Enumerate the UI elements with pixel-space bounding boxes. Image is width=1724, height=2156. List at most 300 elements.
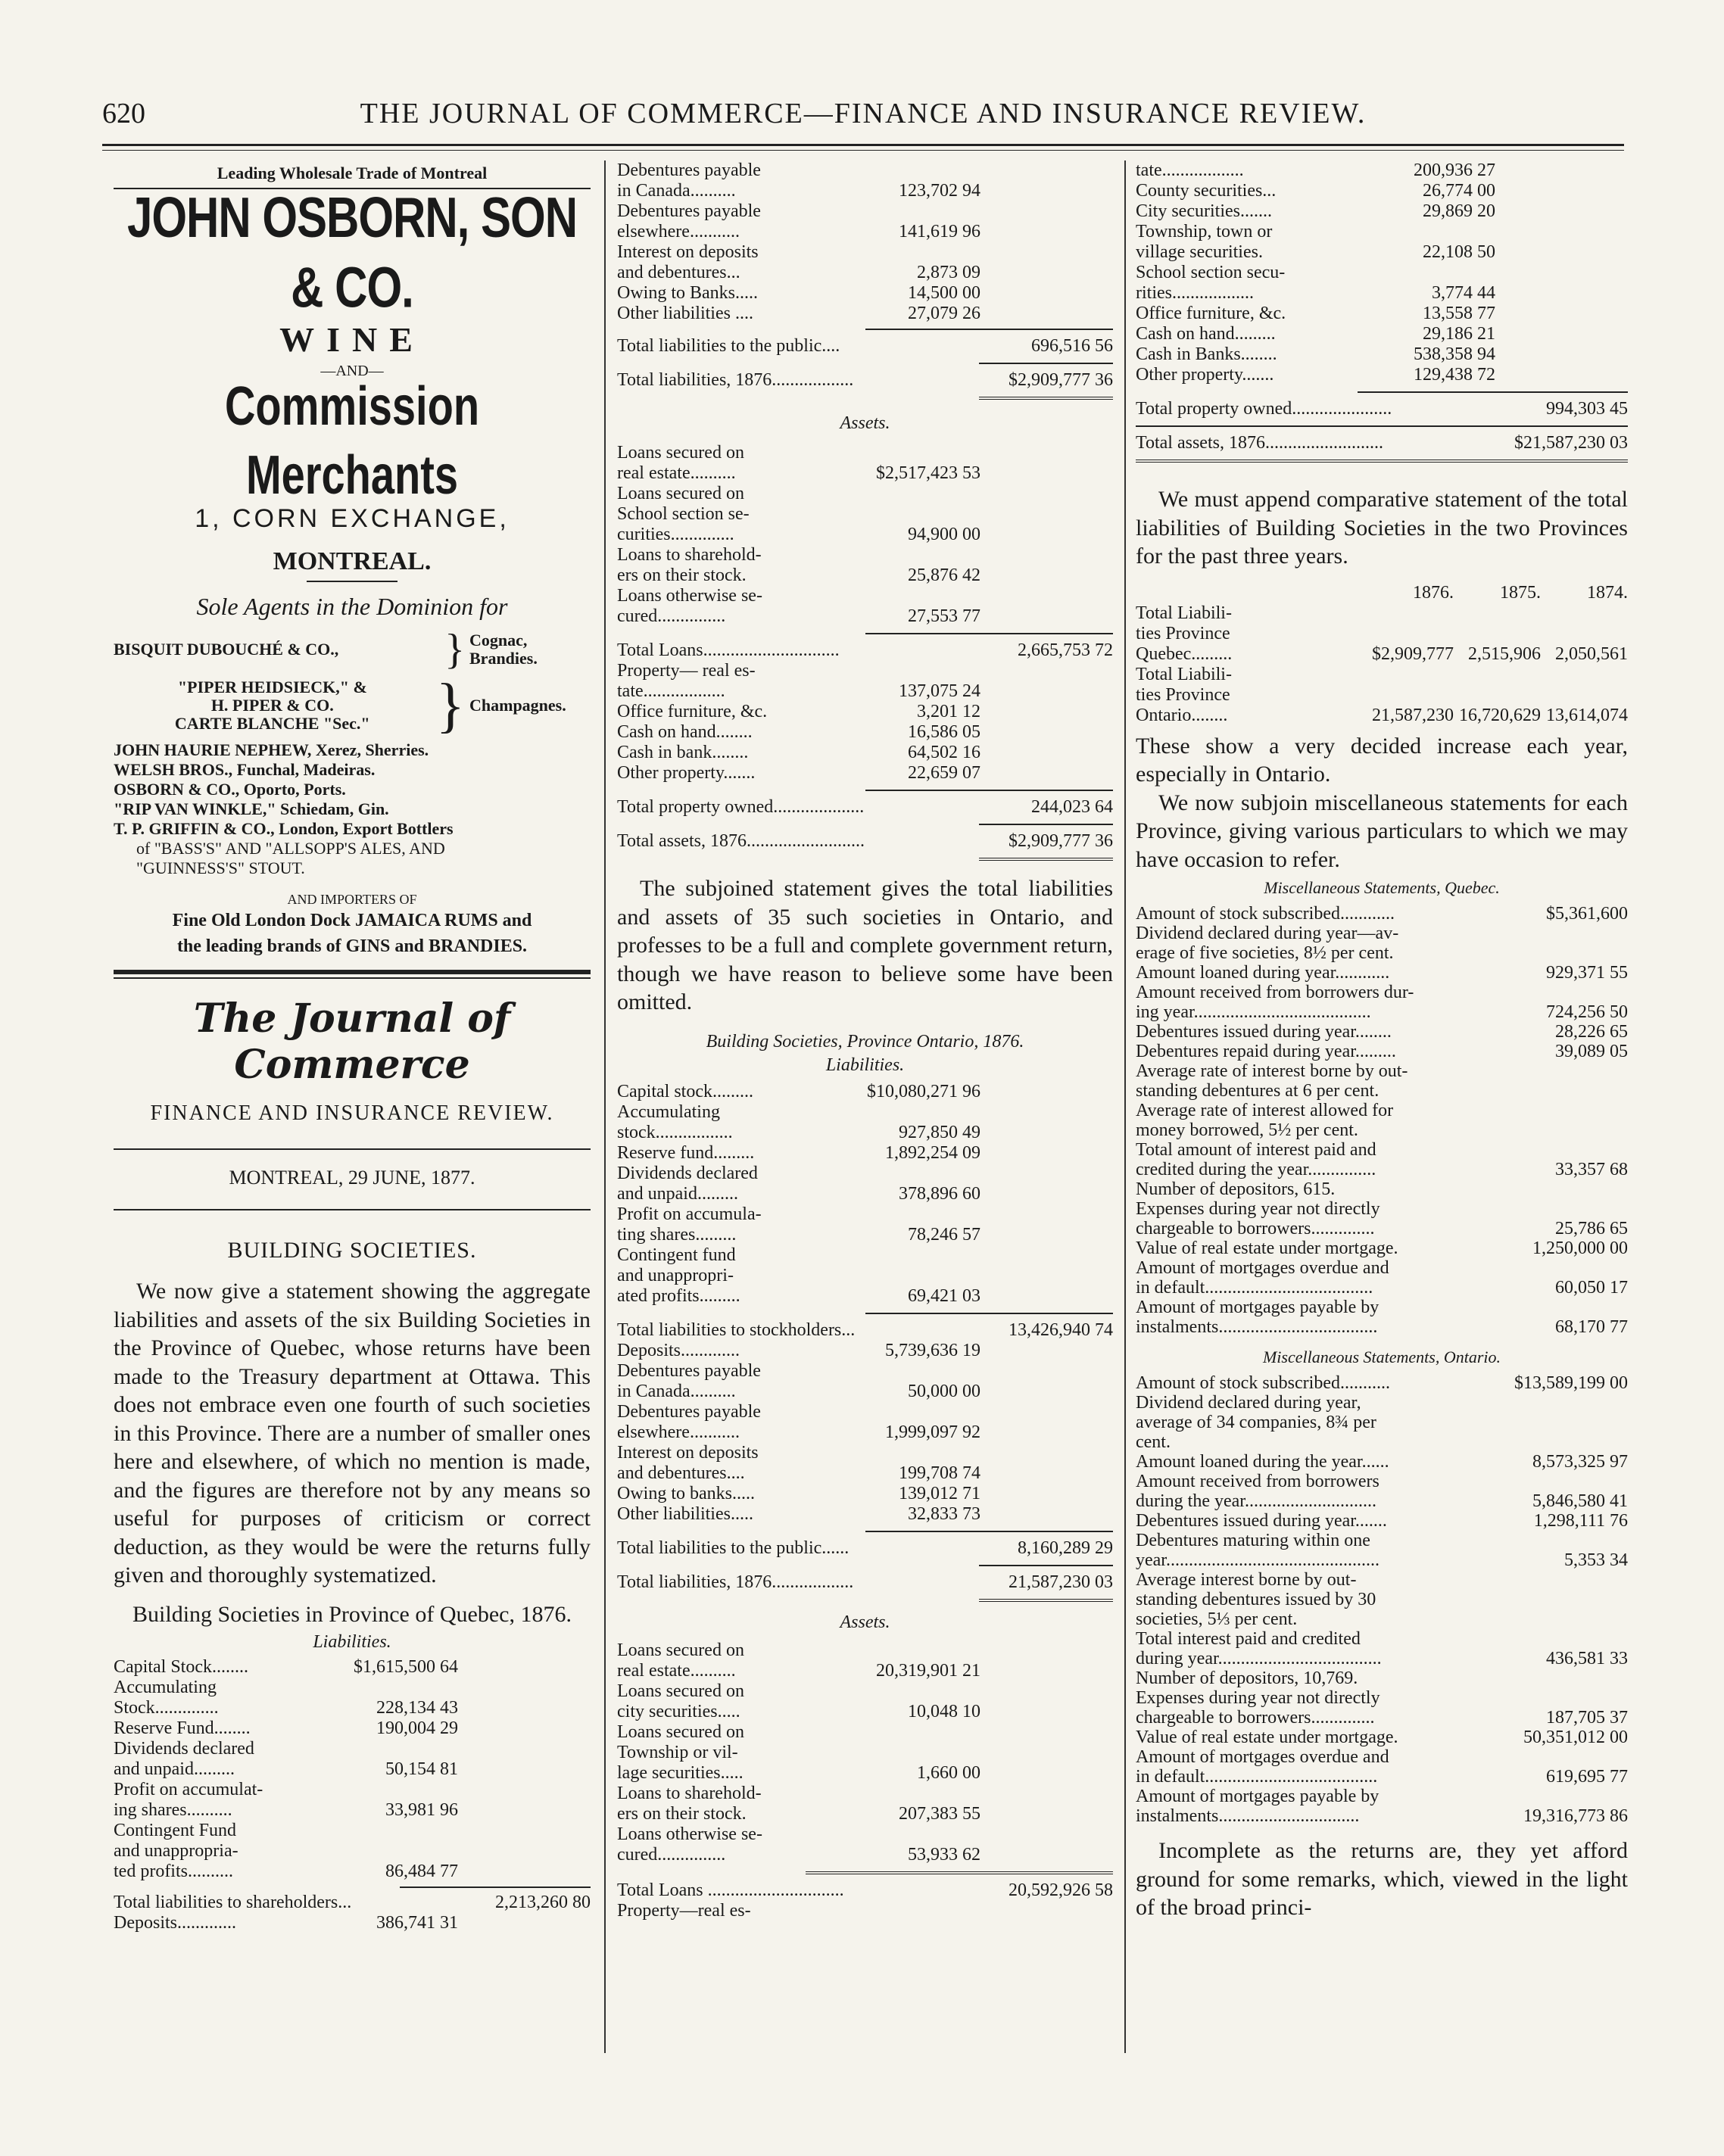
row-value: 724,256 50 (1546, 1002, 1628, 1022)
row-value: $2,909,777 36 (1009, 370, 1113, 390)
row-value: 5,353 34 (1564, 1550, 1628, 1570)
total-row (617, 1320, 1113, 1341)
row-label: Cash on hand........ (617, 722, 753, 742)
row-value: 619,695 77 (1546, 1767, 1628, 1787)
ad-sole-agents: Sole Agents in the Dominion for (196, 593, 508, 620)
assets-label: Assets. (840, 1612, 890, 1632)
row-label: Property—real es- (617, 1900, 751, 1921)
row-label: Total Liabili- ties Province Quebec......... (1136, 603, 1233, 664)
row-value: 1,892,254 09 (885, 1142, 980, 1163)
masthead-subtitle: FINANCE AND INSURANCE REVIEW. (150, 1101, 554, 1125)
table-row (617, 1143, 1113, 1164)
row-value: 22,659 07 (908, 763, 980, 783)
row-value: 129,438 72 (1414, 365, 1495, 385)
row-value: 53,933 62 (908, 1844, 980, 1865)
row-label: Total Loans.............................. (617, 640, 840, 660)
table-row (617, 1402, 1113, 1443)
row-label: Total liabilities, 1876.................. (617, 370, 854, 390)
row-value: $2,517,423 53 (876, 463, 980, 483)
row-label: Loans otherwise se- cured............... (617, 586, 762, 626)
sum-rule (1136, 425, 1628, 427)
table-row (617, 702, 1113, 722)
row-label: Average rate of interest allowed for money borrowed, 5½ per cent. (1136, 1101, 1394, 1140)
ad-importers-line: the leading brands of GINS and BRANDIES. (176, 936, 528, 956)
row-value: 27,553 77 (908, 606, 980, 626)
row-value: 5,739,636 19 (885, 1340, 980, 1360)
row-label: Loans secured on real estate.......... (617, 1640, 744, 1681)
row-label: Reserve fund......... (617, 1142, 755, 1163)
table-row (1136, 983, 1628, 1022)
row-label: Interest on deposits and debentures.... (617, 1442, 759, 1483)
row-label: Profit on accumulat- ing shares.......... (114, 1779, 263, 1820)
ad-city: MONTREAL. (273, 547, 432, 575)
row-value: 10,048 10 (908, 1701, 980, 1721)
row-value: 2,665,753 72 (1018, 640, 1113, 660)
table-row (1136, 201, 1628, 222)
table-row (1136, 1258, 1628, 1298)
total-row (617, 1880, 1113, 1901)
row-value: 29,186 21 (1423, 324, 1495, 344)
table-row (617, 743, 1113, 763)
row-value: $1,615,500 64 (354, 1656, 458, 1677)
ad-brand-row (114, 626, 591, 673)
table-row (1136, 904, 1628, 924)
row-value: 927,850 49 (899, 1122, 980, 1142)
row-value: 386,741 31 (376, 1912, 458, 1933)
row-value: 929,371 55 (1546, 963, 1628, 983)
misc-quebec-table (1136, 904, 1628, 1337)
thin-rule (114, 977, 591, 979)
row-label: Amount of mortgages payable by instalments................................... (1136, 1298, 1380, 1337)
row-value: 1,250,000 00 (1532, 1238, 1628, 1258)
row-label: Office furniture, &c. (1136, 304, 1286, 323)
total-row (617, 797, 1113, 818)
quebec-assets-table (617, 443, 1113, 861)
row-value: 28,226 65 (1555, 1022, 1628, 1042)
row-label: Contingent fund and unappropri- ated profits......... (617, 1245, 740, 1306)
sum-rule (865, 1313, 1114, 1314)
sum-rule (865, 633, 1114, 634)
total-row (1136, 399, 1628, 419)
table-row (617, 1484, 1113, 1504)
row-label: Dividends declared and unpaid......... (617, 1163, 758, 1204)
row-label: School section secu- rities.................. (1136, 263, 1286, 303)
article-heading: BUILDING SOCIETIES. (227, 1238, 477, 1263)
table-row (617, 1901, 1113, 1921)
table-row (1136, 324, 1628, 344)
cell: $2,909,777 (1372, 643, 1454, 664)
table-row (1136, 1101, 1628, 1140)
row-label: Total liabilities to the public...... (617, 1538, 850, 1558)
page-number: 620 (102, 98, 145, 129)
table-row (617, 283, 1113, 304)
ad-brand-row (114, 672, 591, 739)
table-row (1136, 1688, 1628, 1728)
row-value: 187,705 37 (1546, 1708, 1628, 1728)
row-label: Owing to banks..... (617, 1483, 755, 1503)
table-row (617, 1204, 1113, 1245)
row-label: Expenses during year not directly chargeable to borrowers.............. (1136, 1688, 1380, 1728)
table-row (1136, 365, 1628, 385)
row-label: Capital stock......... (617, 1081, 753, 1101)
liabilities-label: Liabilities. (313, 1631, 391, 1652)
row-label: City securities....... (1136, 201, 1272, 221)
ad-line: "RIP VAN WINKLE," Schiedam, Gin. (114, 799, 389, 818)
row-label: Average interest borne by out- standing debentures issued by 30 societies, 5⅓ per cent. (1136, 1570, 1376, 1629)
table-row (1136, 1298, 1628, 1337)
row-value: $13,589,199 00 (1514, 1373, 1628, 1393)
row-label: Debentures payable elsewhere........... (617, 201, 761, 241)
table-row (114, 1739, 591, 1780)
row-value: 21,587,230 03 (1009, 1572, 1113, 1592)
row-label: Total Loans .............................. (617, 1880, 844, 1900)
row-label: Other liabilities .... (617, 304, 753, 323)
table-row (1136, 1787, 1628, 1826)
ad-top-line: Leading Wholesale Trade of Montreal (217, 164, 488, 182)
row-value: 199,708 74 (899, 1463, 980, 1483)
row-value: $2,909,777 36 (1009, 831, 1113, 851)
cell: 16,720,629 (1459, 705, 1541, 725)
table-row (617, 1341, 1113, 1361)
table-row (617, 1640, 1113, 1681)
ad-line: T. P. GRIFFIN & CO., London, Export Bottlers (114, 819, 454, 838)
row-label: Amount loaned during the year...... (1136, 1452, 1389, 1472)
row-label: Total Liabili- ties Province Ontario........ (1136, 664, 1232, 725)
quebec-table-title: Building Societies in Province of Quebec, 1876. (132, 1601, 572, 1627)
header-rule (102, 144, 1624, 146)
row-label: Capital Stock........ (114, 1656, 248, 1677)
total-row (617, 640, 1113, 661)
sum-rule (979, 363, 1113, 364)
misc-ontario-title: Miscellaneous Statements, Ontario. (1262, 1348, 1501, 1366)
row-value: 1,298,111 76 (1533, 1511, 1628, 1531)
header-rule-thin (102, 150, 1624, 151)
table-row (1136, 665, 1628, 726)
table-row (1136, 603, 1628, 665)
table-row (617, 586, 1113, 627)
quebec-liabilities-table (114, 1657, 591, 1933)
comparative-table (1136, 583, 1628, 726)
column-2 (617, 160, 1113, 2053)
row-value: 538,358 94 (1414, 344, 1495, 364)
row-label: Total liabilities to the public.... (617, 336, 840, 356)
row-label: County securities... (1136, 181, 1277, 201)
row-label: Total interest paid and credited during year.................................... (1136, 1629, 1382, 1668)
brand-name: "PIPER HEIDSIECK," & H. PIPER & CO. CARTE BLANCHE "Sec." (174, 678, 370, 733)
row-label: Cash in Banks........ (1136, 344, 1277, 364)
row-label: Number of depositors, 10,769. (1136, 1668, 1358, 1688)
row-label: Interest on deposits and debentures... (617, 242, 759, 282)
ad-address: 1, CORN EXCHANGE, (195, 504, 510, 533)
row-value: 137,075 24 (899, 681, 980, 701)
table-row (114, 1678, 591, 1718)
row-value: 378,896 60 (899, 1183, 980, 1204)
row-value: 3,201 12 (917, 702, 980, 721)
row-value: 69,421 03 (908, 1285, 980, 1306)
ontario-assets-table (617, 1640, 1113, 1921)
row-label: Other property....... (617, 763, 756, 783)
table-row (617, 1504, 1113, 1525)
brand-name: BISQUIT DUBOUCHÉ & CO., (114, 640, 339, 659)
row-label: Debentures payable in Canada.......... (617, 1360, 761, 1401)
masthead-title: The Journal of Commerce (193, 995, 511, 1088)
ad-line: of "BASS'S" AND "ALLSOPP'S ALES, AND (136, 839, 445, 858)
table-row (617, 201, 1113, 242)
table-row (1136, 1570, 1628, 1629)
row-label: Loans secured on Township or vil- lage securities..... (617, 1721, 744, 1783)
table-row (617, 1361, 1113, 1402)
table-row (114, 1913, 591, 1933)
row-label: Dividends declared and unpaid......... (114, 1738, 254, 1779)
row-value: 8,160,289 29 (1018, 1538, 1113, 1558)
divider (307, 581, 397, 582)
row-label: Amount of mortgages overdue and in default...................................... (1136, 1747, 1389, 1787)
ad-line: WELSH BROS., Funchal, Madeiras. (114, 760, 376, 779)
table-row (617, 1102, 1113, 1143)
table-row (1136, 160, 1628, 181)
table-row (1136, 1140, 1628, 1179)
row-label: Deposits............. (114, 1912, 236, 1933)
sum-rule (979, 824, 1113, 825)
table-row (617, 661, 1113, 702)
brand-kind: Champagnes. (469, 696, 566, 715)
table-row (1136, 344, 1628, 365)
table-row (1136, 222, 1628, 263)
row-value: 3,774 44 (1432, 283, 1495, 303)
table-row (1136, 1472, 1628, 1511)
table-row (617, 763, 1113, 784)
table-row (1136, 1042, 1628, 1061)
ontario-liabilities-table (617, 1082, 1113, 1602)
ad-line: OSBORN & CO., Oporto, Ports. (114, 780, 346, 799)
column-header: 1875. (1500, 582, 1541, 603)
brace-glyph: } (444, 626, 465, 673)
cell: 2,050,561 (1555, 643, 1628, 664)
total-row (617, 336, 1113, 357)
row-label: Accumulating Stock.............. (114, 1677, 219, 1718)
row-label: Other liabilities..... (617, 1503, 753, 1524)
cell: 13,614,074 (1546, 705, 1628, 725)
ad-wine: WINE (279, 320, 425, 359)
row-label: Loans to sharehold- ers on their stock. (617, 1783, 762, 1824)
row-value: 1,999,097 92 (885, 1422, 980, 1442)
ad-and: —AND— (320, 363, 384, 379)
double-rule (979, 1599, 1113, 1602)
comparative-intro: We must append comparative statement of the total liabilities of Building Societies in the two Provinces for the past three years. (1136, 487, 1628, 569)
total-row (617, 1538, 1113, 1559)
rule (114, 1148, 591, 1150)
ad-line: "GUINNESS'S" STOUT. (136, 858, 305, 877)
row-label: Deposits............. (617, 1340, 740, 1360)
row-value: 994,303 45 (1546, 399, 1628, 419)
row-value: 207,383 55 (899, 1803, 980, 1824)
row-value: 64,502 16 (908, 743, 980, 762)
brand-kind: Cognac, Brandies. (469, 631, 538, 668)
rule (114, 1209, 591, 1210)
table-row (1136, 963, 1628, 983)
ad-commission: Commission Merchants (224, 374, 480, 506)
sum-rule (400, 1886, 591, 1888)
row-value: 25,876 42 (908, 565, 980, 585)
row-label: Loans otherwise se- cured............... (617, 1824, 762, 1865)
table-row (617, 1082, 1113, 1102)
row-value: $21,587,230 03 (1514, 433, 1628, 453)
row-label: Total property owned.................... (617, 797, 865, 817)
row-value: 20,592,926 58 (1009, 1880, 1113, 1900)
table-row (1136, 1668, 1628, 1688)
double-rule (979, 858, 1113, 861)
row-value: 141,619 96 (899, 222, 980, 241)
row-value: 50,351,012 00 (1523, 1728, 1628, 1747)
table-row (1136, 1629, 1628, 1668)
row-value: 50,154 81 (385, 1759, 458, 1779)
row-label: tate.................. (1136, 160, 1244, 180)
ad-importers-line: Fine Old London Dock JAMAICA RUMS and (172, 911, 532, 930)
row-label: Office furniture, &c. (617, 702, 768, 721)
row-label: Loans secured on School section se- curities.............. (617, 484, 750, 544)
table-row (617, 443, 1113, 484)
ad-firm-name: JOHN OSBORN, SON & CO. (126, 185, 578, 319)
row-label: Debentures payable elsewhere........... (617, 1401, 761, 1442)
ad-lines (114, 740, 591, 878)
total-row (617, 370, 1113, 391)
row-value: 19,316,773 86 (1523, 1806, 1628, 1826)
row-value: 14,500 00 (908, 283, 980, 303)
row-value: 13,558 77 (1423, 304, 1495, 323)
row-label: Expenses during year not directly chargeable to borrowers.............. (1136, 1199, 1380, 1238)
table-row (1136, 1199, 1628, 1238)
row-label: Township, town or village securities. (1136, 222, 1273, 262)
row-value: 200,936 27 (1414, 160, 1495, 180)
row-value: 39,089 05 (1555, 1042, 1628, 1061)
row-value: 22,108 50 (1423, 242, 1495, 262)
table-row (1136, 181, 1628, 201)
table-row (1136, 1022, 1628, 1042)
total-row (617, 831, 1113, 852)
ad-line: JOHN HAURIE NEPHEW, Xerez, Sherries. (114, 740, 429, 759)
row-label: Number of depositors, 615. (1136, 1179, 1336, 1199)
row-label: Dividend declared during year, average of 34 companies, 8¾ per cent. (1136, 1393, 1376, 1452)
dateline: MONTREAL, 29 JUNE, 1877. (229, 1167, 475, 1189)
row-value: 2,213,260 80 (495, 1892, 591, 1912)
row-label: Debentures payable in Canada.......... (617, 160, 761, 201)
column-divider (604, 160, 606, 2053)
row-value: 1,660 00 (917, 1762, 980, 1783)
table-row (1136, 1373, 1628, 1393)
double-rule (1136, 460, 1628, 463)
row-label: Amount of mortgages overdue and in default..................................... (1136, 1258, 1389, 1298)
table-row (1136, 1061, 1628, 1101)
row-value: 68,170 77 (1555, 1317, 1628, 1337)
sum-rule (865, 329, 1114, 330)
row-value: $5,361,600 (1546, 904, 1628, 924)
column-divider (1124, 160, 1126, 2053)
row-label: Reserve Fund........ (114, 1718, 251, 1738)
running-title: THE JOURNAL OF COMMERCE—FINANCE AND INSURANCE REVIEW. (360, 98, 1367, 129)
table-row (1136, 263, 1628, 304)
table-row (1136, 1179, 1628, 1199)
table-row (1136, 1238, 1628, 1258)
table-row (1136, 924, 1628, 963)
table-row (1136, 1747, 1628, 1787)
row-label: Property— real es- tate.................. (617, 661, 756, 701)
row-label: Total liabilities to stockholders... (617, 1319, 856, 1340)
row-label: Other property....... (1136, 365, 1274, 385)
total-row (617, 1572, 1113, 1593)
table-row (617, 242, 1113, 283)
table-row (1136, 304, 1628, 324)
row-value: 94,900 00 (908, 525, 980, 544)
page-header (102, 89, 1624, 135)
row-label: Loans to sharehold- ers on their stock. (617, 545, 762, 585)
row-value: 696,516 56 (1031, 336, 1113, 356)
table-row (114, 1821, 591, 1882)
assets-label: Assets. (840, 413, 890, 433)
row-value: 8,573,325 97 (1532, 1452, 1628, 1472)
closing-paragraph: Incomplete as the returns are, they yet afford ground for some remarks, which, viewed in the light of the broad princi- (1136, 1838, 1628, 1920)
table-row (114, 1718, 591, 1739)
total-row (114, 1893, 591, 1913)
table-row (114, 1780, 591, 1821)
table-row (1136, 1452, 1628, 1472)
table-header-row (1136, 583, 1628, 603)
row-label: Debentures issued during year....... (1136, 1511, 1387, 1531)
brace-glyph: } (435, 672, 465, 739)
row-value: 27,079 26 (908, 304, 980, 323)
ad-brands (114, 626, 591, 739)
row-value: 436,581 33 (1546, 1649, 1628, 1668)
table-row (617, 1681, 1113, 1722)
row-label: Debentures repaid during year......... (1136, 1042, 1396, 1061)
row-value: 26,774 00 (1423, 181, 1495, 201)
row-value: 139,012 71 (899, 1483, 980, 1503)
row-label: Amount received from borrowers during the year............................. (1136, 1472, 1380, 1511)
row-label: Total assets, 1876.......................... (617, 831, 865, 851)
row-value: 32,833 73 (908, 1503, 980, 1524)
row-label: Accumulating stock................. (617, 1101, 733, 1142)
misc-ontario-table (1136, 1373, 1628, 1826)
ad-importers: AND IMPORTERS OF (287, 892, 417, 907)
row-value: 244,023 64 (1031, 797, 1113, 817)
row-label: Total property owned...................... (1136, 399, 1392, 419)
row-value: 228,134 43 (376, 1697, 458, 1718)
row-label: Loans secured on city securities..... (617, 1681, 744, 1721)
row-value: 20,319,901 21 (876, 1660, 980, 1681)
row-label: Cash in bank........ (617, 743, 749, 762)
cell: 21,587,230 (1372, 705, 1454, 725)
row-value: 78,246 57 (908, 1224, 980, 1245)
row-value: 16,586 05 (908, 722, 980, 742)
row-label: Total liabilities, 1876.................. (617, 1572, 854, 1592)
table-row (617, 1824, 1113, 1865)
row-value: $10,080,271 96 (867, 1081, 980, 1101)
row-label: Owing to Banks..... (617, 283, 758, 303)
ontario-table-title: Building Societies, Province Ontario, 1876. (706, 1031, 1024, 1052)
row-label: Total liabilities to shareholders... (114, 1892, 352, 1912)
row-value: 25,786 65 (1555, 1219, 1628, 1238)
row-value: 5,846,580 41 (1532, 1491, 1628, 1511)
total-row (1136, 433, 1628, 453)
row-value: 13,426,940 74 (1009, 1319, 1113, 1340)
row-label: Value of real estate under mortgage. (1136, 1728, 1398, 1747)
row-label: Dividend declared during year—av- erage of five societies, 8½ per cent. (1136, 924, 1399, 963)
double-rule (806, 1871, 1113, 1874)
sum-rule (1358, 391, 1629, 393)
misc-quebec-title: Miscellaneous Statements, Quebec. (1264, 878, 1500, 897)
liabilities-label: Liabilities. (825, 1055, 905, 1075)
misc-intro: We now subjoin miscellaneous statements for each Province, giving various particulars to which we may have occasion to refer. (1136, 790, 1628, 872)
row-label: Amount loaned during year............ (1136, 963, 1390, 983)
